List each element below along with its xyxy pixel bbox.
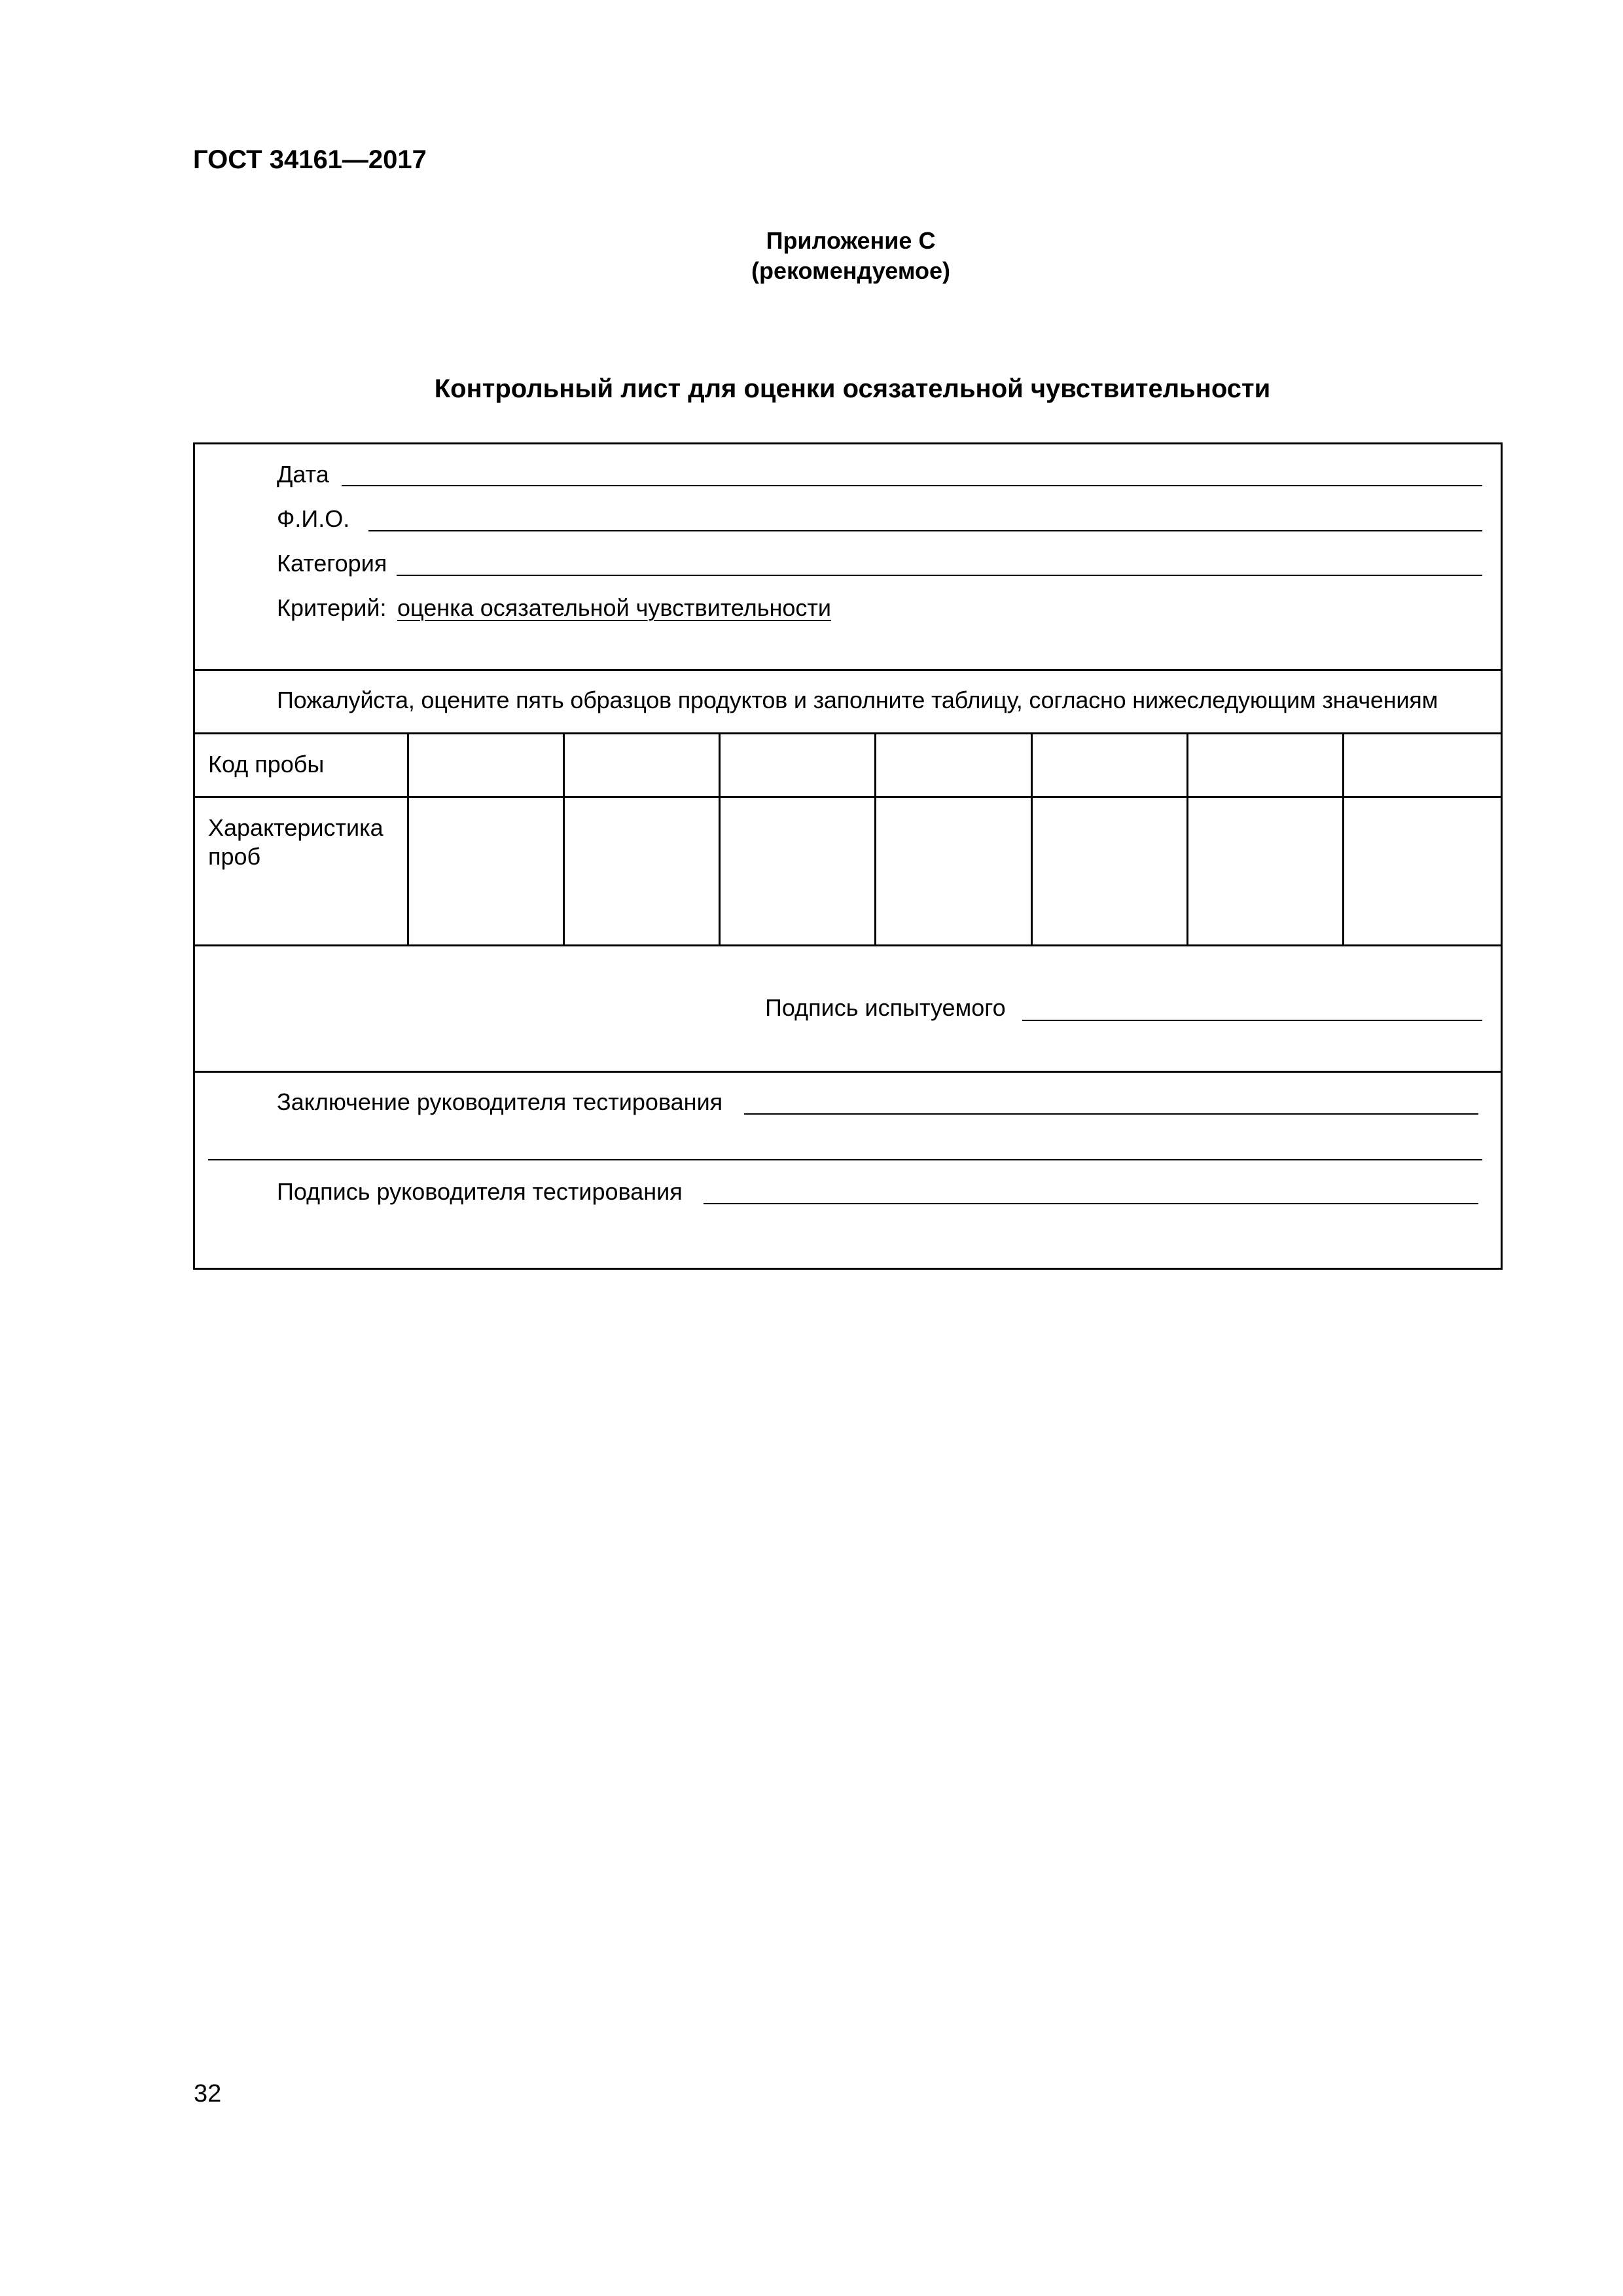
sample-code-row-header: Код пробы	[208, 751, 325, 778]
criterion-value: оценка осязательной чувствительности	[397, 594, 832, 621]
appendix-title: Приложение С	[766, 227, 936, 254]
subject-signature-field[interactable]	[1022, 1020, 1482, 1021]
table-column-divider	[1031, 732, 1033, 946]
form-border-right	[1501, 442, 1503, 1270]
subject-signature-label: Подпись испытуемого	[765, 994, 1006, 1021]
divider-after-instruction	[193, 732, 1503, 734]
date-field[interactable]	[342, 485, 1482, 486]
category-field[interactable]	[397, 575, 1482, 576]
table-column-divider	[719, 732, 721, 946]
supervisor-conclusion-field[interactable]	[744, 1113, 1478, 1115]
divider-after-fields	[193, 669, 1503, 671]
sample-characteristic-label-line2: проб	[208, 843, 261, 870]
form-border-left	[193, 442, 195, 1270]
document-code: ГОСТ 34161—2017	[193, 145, 427, 174]
category-label: Категория	[277, 550, 387, 577]
table-column-divider	[1342, 732, 1344, 946]
table-column-divider	[407, 732, 409, 946]
table-column-divider	[874, 732, 876, 946]
page-number: 32	[194, 2080, 222, 2108]
date-label: Дата	[277, 461, 329, 488]
supervisor-conclusion-label: Заключение руководителя тестирования	[277, 1088, 723, 1115]
sheet-title: Контрольный лист для оценки осязательной чувствительности	[434, 374, 1271, 403]
name-label: Ф.И.О.	[277, 505, 350, 532]
name-field[interactable]	[368, 530, 1482, 531]
sample-characteristic-row-header	[208, 814, 383, 871]
appendix-status: (рекомендуемое)	[751, 257, 950, 284]
supervisor-signature-field[interactable]	[704, 1203, 1478, 1204]
divider-after-subject-signature	[193, 1071, 1503, 1073]
supervisor-signature-label: Подпись руководителя тестирования	[277, 1178, 683, 1205]
appendix-heading	[654, 226, 1047, 286]
form-border-bottom	[193, 1268, 1503, 1270]
table-column-divider	[1186, 732, 1188, 946]
divider-after-table	[193, 944, 1503, 946]
form-border-top	[193, 442, 1503, 444]
instruction-text: Пожалуйста, оцените пять образцов продуктов и заполните таблицу, согласно нижеследующим значениям	[277, 687, 1438, 713]
supervisor-conclusion-field-continuation[interactable]	[208, 1159, 1482, 1160]
table-column-divider	[563, 732, 565, 946]
sample-characteristic-label-line1: Характеристика	[208, 814, 383, 841]
divider-after-code-row	[193, 796, 1503, 798]
criterion-label: Критерий:	[277, 594, 387, 621]
